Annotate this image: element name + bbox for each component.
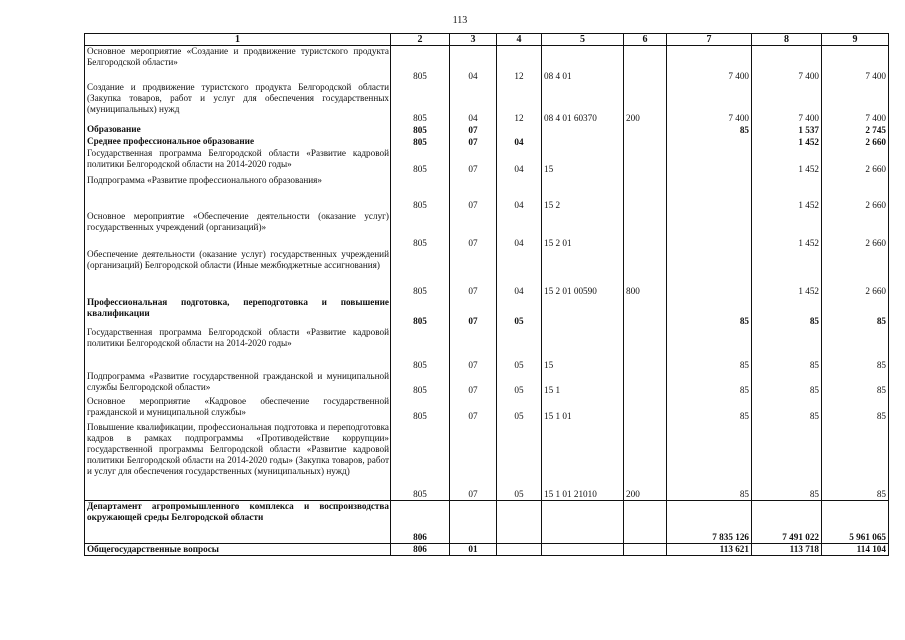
row-value-cell: 07 bbox=[450, 297, 497, 327]
row-value-cell: 113 718 bbox=[752, 544, 822, 556]
row-value-cell: 805 bbox=[391, 82, 450, 124]
row-value-cell bbox=[624, 148, 667, 175]
row-value-cell bbox=[497, 124, 542, 136]
row-value-cell: 7 835 126 bbox=[667, 501, 752, 544]
row-value-cell bbox=[542, 136, 624, 148]
row-name-cell: Основное мероприятие «Создание и продвижение туристского продукта Белгородской области» bbox=[85, 46, 391, 82]
row-value-cell: 805 bbox=[391, 211, 450, 249]
row-name-cell: Подпрограмма «Развитие профессионального образования» bbox=[85, 175, 391, 211]
row-value-cell bbox=[624, 327, 667, 371]
row-value-cell bbox=[497, 544, 542, 556]
row-value-cell bbox=[667, 249, 752, 297]
row-name-cell: Департамент агропромышленного комплекса и воспроизводства окружающей среды Белгородской области bbox=[85, 501, 391, 544]
row-value-cell bbox=[667, 211, 752, 249]
row-value-cell: 05 bbox=[497, 327, 542, 371]
row-value-cell: 85 bbox=[667, 327, 752, 371]
row-name-cell: Подпрограмма «Развитие государственной гражданской и муниципальной службы Белгородской области» bbox=[85, 371, 391, 396]
row-value-cell bbox=[624, 501, 667, 544]
row-value-cell: 2 660 bbox=[822, 211, 889, 249]
row-value-cell: 85 bbox=[822, 297, 889, 327]
row-value-cell: 01 bbox=[450, 544, 497, 556]
row-value-cell bbox=[624, 297, 667, 327]
row-name-cell: Общегосударственные вопросы bbox=[85, 544, 391, 556]
table-row bbox=[85, 249, 889, 297]
row-value-cell: 1 452 bbox=[752, 175, 822, 211]
table-row bbox=[85, 371, 889, 396]
row-value-cell: 805 bbox=[391, 136, 450, 148]
row-value-cell: 805 bbox=[391, 249, 450, 297]
row-value-cell bbox=[624, 175, 667, 211]
row-value-cell: 200 bbox=[624, 422, 667, 501]
table-body bbox=[85, 46, 889, 556]
row-value-cell: 07 bbox=[450, 148, 497, 175]
column-header: 4 bbox=[497, 34, 542, 46]
row-value-cell bbox=[667, 136, 752, 148]
row-value-cell: 805 bbox=[391, 422, 450, 501]
row-value-cell bbox=[542, 124, 624, 136]
row-value-cell: 85 bbox=[667, 124, 752, 136]
budget-table bbox=[84, 33, 889, 556]
row-value-cell: 04 bbox=[497, 148, 542, 175]
row-value-cell: 7 400 bbox=[822, 46, 889, 82]
row-value-cell bbox=[624, 371, 667, 396]
row-value-cell: 805 bbox=[391, 46, 450, 82]
row-value-cell bbox=[542, 501, 624, 544]
row-value-cell: 15 1 bbox=[542, 371, 624, 396]
row-name-cell: Государственная программа Белгородской области «Развитие кадровой политики Белгородской области на 2014-2020 годы» bbox=[85, 327, 391, 371]
row-value-cell: 05 bbox=[497, 297, 542, 327]
row-value-cell: 12 bbox=[497, 46, 542, 82]
row-value-cell: 05 bbox=[497, 396, 542, 422]
table-row bbox=[85, 124, 889, 136]
row-value-cell: 5 961 065 bbox=[822, 501, 889, 544]
row-value-cell: 2 660 bbox=[822, 148, 889, 175]
row-value-cell: 15 bbox=[542, 327, 624, 371]
row-value-cell: 15 2 01 bbox=[542, 211, 624, 249]
row-value-cell: 07 bbox=[450, 211, 497, 249]
row-value-cell: 85 bbox=[822, 327, 889, 371]
row-value-cell: 04 bbox=[497, 249, 542, 297]
row-value-cell: 85 bbox=[822, 371, 889, 396]
column-header: 7 bbox=[667, 34, 752, 46]
row-value-cell: 1 537 bbox=[752, 124, 822, 136]
row-value-cell: 07 bbox=[450, 327, 497, 371]
row-value-cell: 85 bbox=[752, 422, 822, 501]
row-value-cell bbox=[624, 396, 667, 422]
row-value-cell: 85 bbox=[752, 396, 822, 422]
row-value-cell: 800 bbox=[624, 249, 667, 297]
row-value-cell: 04 bbox=[497, 136, 542, 148]
row-value-cell: 15 2 bbox=[542, 175, 624, 211]
row-value-cell: 85 bbox=[752, 297, 822, 327]
row-value-cell: 1 452 bbox=[752, 249, 822, 297]
row-value-cell: 85 bbox=[667, 396, 752, 422]
row-value-cell: 08 4 01 bbox=[542, 46, 624, 82]
row-value-cell bbox=[667, 148, 752, 175]
row-value-cell: 07 bbox=[450, 422, 497, 501]
row-value-cell: 07 bbox=[450, 371, 497, 396]
row-value-cell: 15 1 01 21010 bbox=[542, 422, 624, 501]
row-value-cell: 07 bbox=[450, 249, 497, 297]
row-value-cell: 07 bbox=[450, 124, 497, 136]
row-value-cell: 04 bbox=[497, 211, 542, 249]
table-row bbox=[85, 327, 889, 371]
row-value-cell: 85 bbox=[667, 297, 752, 327]
column-header: 3 bbox=[450, 34, 497, 46]
row-value-cell: 05 bbox=[497, 371, 542, 396]
row-value-cell: 1 452 bbox=[752, 148, 822, 175]
row-value-cell: 7 400 bbox=[752, 46, 822, 82]
row-value-cell: 7 400 bbox=[667, 46, 752, 82]
row-value-cell: 04 bbox=[450, 82, 497, 124]
row-value-cell: 805 bbox=[391, 297, 450, 327]
column-header: 9 bbox=[822, 34, 889, 46]
row-value-cell: 85 bbox=[752, 327, 822, 371]
row-value-cell bbox=[497, 501, 542, 544]
row-value-cell: 08 4 01 60370 bbox=[542, 82, 624, 124]
table-row bbox=[85, 501, 889, 544]
row-value-cell: 200 bbox=[624, 82, 667, 124]
row-value-cell: 85 bbox=[822, 396, 889, 422]
row-value-cell bbox=[624, 46, 667, 82]
table-row bbox=[85, 544, 889, 556]
row-name-cell: Профессиональная подготовка, переподготовка и повышение квалификации bbox=[85, 297, 391, 327]
row-name-cell: Создание и продвижение туристского продукта Белгородской области (Закупка товаров, работ и услуг для обеспечения государственных (муниципальных) нужд bbox=[85, 82, 391, 124]
table-row bbox=[85, 175, 889, 211]
row-name-cell: Повышение квалификации, профессиональная подготовка и переподготовка кадров в рамках подпрограммы «Противодействие коррупции» государственной программы Белгородской области «Развитие кадровой политики Белгородской области на 2014-2020 годы» (Закупка товаров, работ и услуг для обеспечения государственных (муниципальных) нужд) bbox=[85, 422, 391, 501]
row-value-cell: 805 bbox=[391, 396, 450, 422]
row-value-cell: 85 bbox=[667, 422, 752, 501]
row-value-cell: 85 bbox=[822, 422, 889, 501]
row-value-cell: 07 bbox=[450, 175, 497, 211]
row-name-cell: Основное мероприятие «Обеспечение деятельности (оказание услуг) государственных учреждений (организаций)» bbox=[85, 211, 391, 249]
table-row bbox=[85, 396, 889, 422]
row-value-cell: 2 660 bbox=[822, 136, 889, 148]
row-value-cell: 15 bbox=[542, 148, 624, 175]
column-header: 1 bbox=[85, 34, 391, 46]
row-value-cell: 7 400 bbox=[822, 82, 889, 124]
row-value-cell: 07 bbox=[450, 396, 497, 422]
row-value-cell bbox=[624, 544, 667, 556]
row-value-cell bbox=[624, 211, 667, 249]
row-value-cell: 1 452 bbox=[752, 211, 822, 249]
table-row bbox=[85, 297, 889, 327]
table-row bbox=[85, 46, 889, 82]
column-header: 8 bbox=[752, 34, 822, 46]
page-number: 113 bbox=[452, 15, 468, 26]
column-header: 2 bbox=[391, 34, 450, 46]
table-row bbox=[85, 148, 889, 175]
row-value-cell: 113 621 bbox=[667, 544, 752, 556]
column-header: 5 bbox=[542, 34, 624, 46]
row-name-cell: Государственная программа Белгородской области «Развитие кадровой политики Белгородской области на 2014-2020 годы» bbox=[85, 148, 391, 175]
row-value-cell: 15 1 01 bbox=[542, 396, 624, 422]
row-value-cell bbox=[624, 124, 667, 136]
row-value-cell: 805 bbox=[391, 175, 450, 211]
row-name-cell: Среднее профессиональное образование bbox=[85, 136, 391, 148]
table-row bbox=[85, 136, 889, 148]
row-value-cell: 2 660 bbox=[822, 249, 889, 297]
row-value-cell: 85 bbox=[752, 371, 822, 396]
row-name-cell: Образование bbox=[85, 124, 391, 136]
row-value-cell: 7 491 022 bbox=[752, 501, 822, 544]
row-value-cell bbox=[542, 297, 624, 327]
row-value-cell: 04 bbox=[497, 175, 542, 211]
row-value-cell: 805 bbox=[391, 327, 450, 371]
row-value-cell: 7 400 bbox=[667, 82, 752, 124]
row-value-cell: 85 bbox=[667, 371, 752, 396]
row-value-cell bbox=[542, 544, 624, 556]
table-row bbox=[85, 211, 889, 249]
row-name-cell: Основное мероприятие «Кадровое обеспечение государственной гражданской и муниципальной службы» bbox=[85, 396, 391, 422]
row-name-cell: Обеспечение деятельности (оказание услуг) государственных учреждений (организаций) Белгородской области (Иные межбюджетные ассигнования) bbox=[85, 249, 391, 297]
row-value-cell: 04 bbox=[450, 46, 497, 82]
row-value-cell: 07 bbox=[450, 136, 497, 148]
row-value-cell: 2 745 bbox=[822, 124, 889, 136]
row-value-cell: 805 bbox=[391, 371, 450, 396]
row-value-cell bbox=[450, 501, 497, 544]
row-value-cell bbox=[624, 136, 667, 148]
row-value-cell: 805 bbox=[391, 148, 450, 175]
row-value-cell: 05 bbox=[497, 422, 542, 501]
table-row bbox=[85, 422, 889, 501]
row-value-cell: 7 400 bbox=[752, 82, 822, 124]
row-value-cell: 806 bbox=[391, 501, 450, 544]
row-value-cell bbox=[667, 175, 752, 211]
row-value-cell: 805 bbox=[391, 124, 450, 136]
row-value-cell: 12 bbox=[497, 82, 542, 124]
row-value-cell: 806 bbox=[391, 544, 450, 556]
column-header: 6 bbox=[624, 34, 667, 46]
row-value-cell: 1 452 bbox=[752, 136, 822, 148]
table-header-row bbox=[85, 34, 889, 46]
row-value-cell: 15 2 01 00590 bbox=[542, 249, 624, 297]
row-value-cell: 114 104 bbox=[822, 544, 889, 556]
table-row bbox=[85, 82, 889, 124]
row-value-cell: 2 660 bbox=[822, 175, 889, 211]
